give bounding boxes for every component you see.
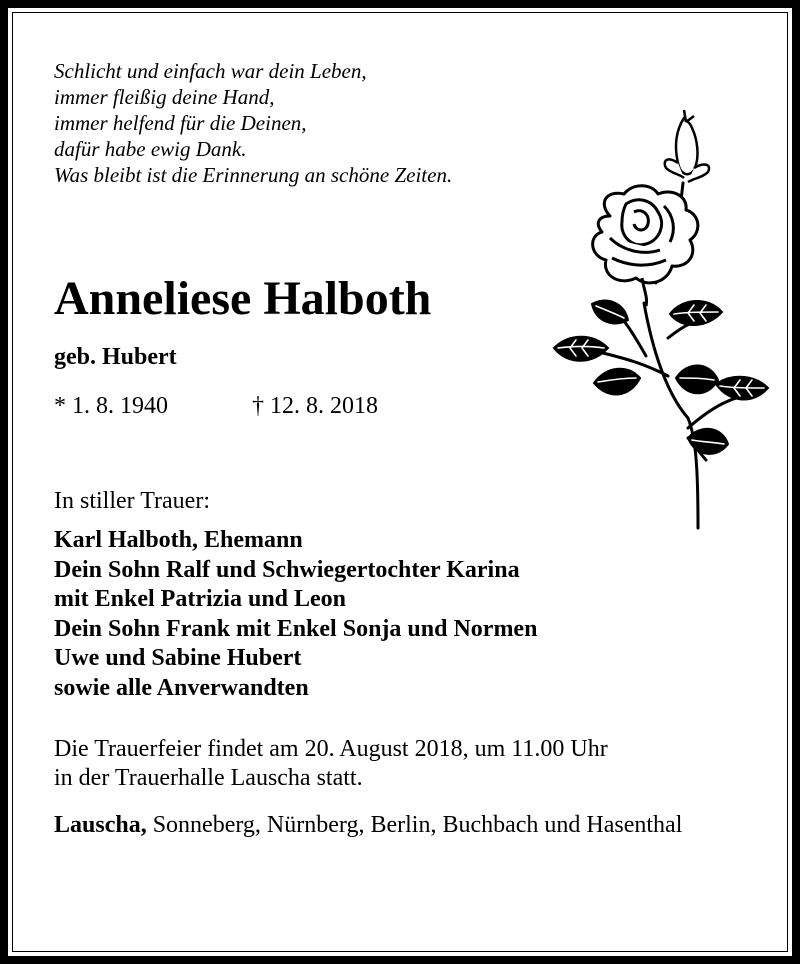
poem-line: immer fleißig deine Hand, (54, 85, 275, 109)
mourner-line: Dein Sohn Frank mit Enkel Sonja und Normen (54, 615, 538, 642)
poem-line: immer helfend für die Deinen, (54, 111, 307, 135)
places-rest: Sonneberg, Nürnberg, Berlin, Buchbach und Hasenthal (152, 812, 683, 838)
mourner-line: sowie alle Anverwandten (54, 674, 309, 701)
mourners-list (54, 526, 537, 703)
places-lead: Lauscha, (54, 812, 147, 838)
deceased-name: Anneliese Halboth (54, 272, 432, 325)
poem-line: Schlicht und einfach war dein Leben, (54, 59, 367, 83)
birth-date: * 1. 8. 1940 (54, 393, 168, 419)
funeral-service-info (54, 735, 754, 793)
service-line: Die Trauerfeier findet am 20. August 2018, um 11.00 Uhr (54, 736, 608, 762)
mourner-line: Dein Sohn Ralf und Schwiegertochter Karina (54, 556, 520, 583)
poem-line: Was bleibt ist die Erinnerung an schöne Zeiten. (54, 163, 453, 187)
life-dates (54, 391, 474, 421)
mourning-intro: In stiller Trauer: (54, 488, 210, 514)
service-line: in der Trauerhalle Lauscha statt. (54, 765, 363, 791)
memorial-poem (54, 58, 574, 188)
death-date: † 12. 8. 2018 (252, 393, 378, 419)
places-of-residence (54, 811, 746, 840)
mourner-line: Karl Halboth, Ehemann (54, 527, 303, 553)
mourner-line: Uwe und Sabine Hubert (54, 645, 302, 671)
mourner-line: mit Enkel Patrizia und Leon (54, 586, 347, 612)
poem-line: dafür habe ewig Dank. (54, 137, 247, 161)
rose-illustration-icon (548, 108, 774, 538)
birth-name: geb. Hubert (54, 344, 177, 370)
